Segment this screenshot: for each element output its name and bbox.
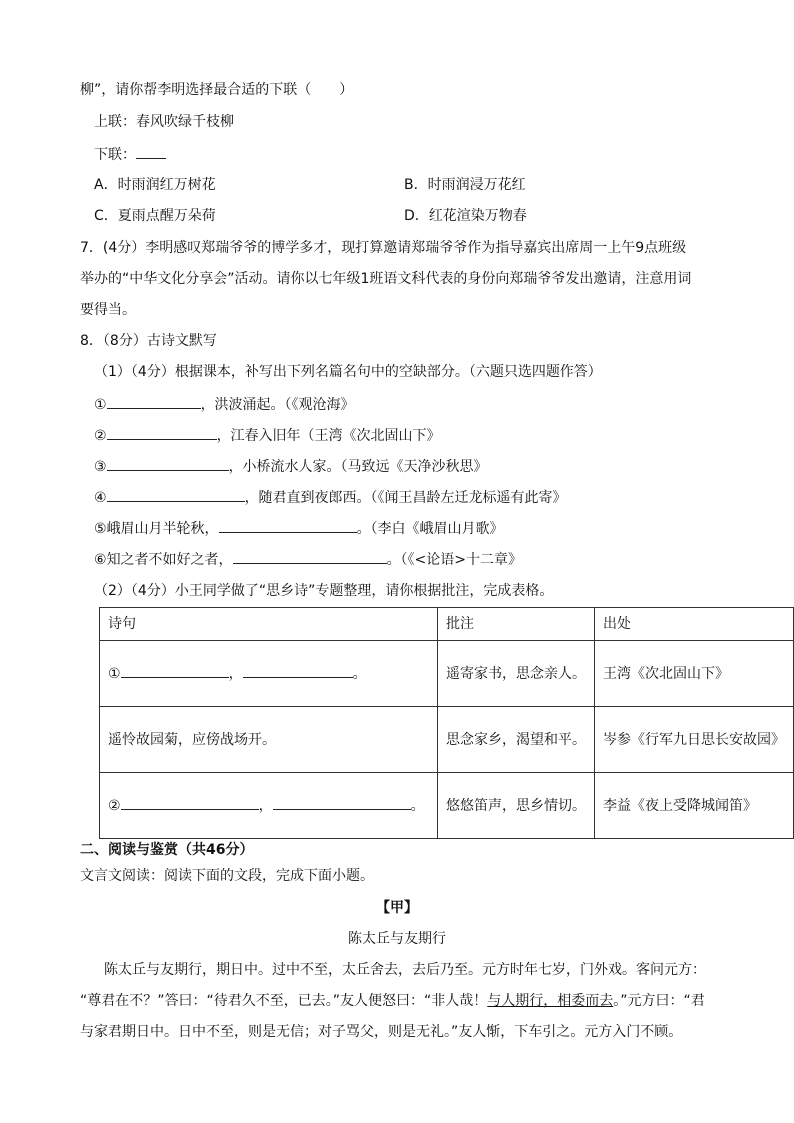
q7-line-1: 7．(4分）李明感叹郑瑞爷爷的博学多才，现打算邀请郑瑞爷爷作为指导嘉宾出席周一上午9点班级 (80, 240, 687, 256)
passage-line-3: 与家君期日中。日中不至，则是无信；对子骂父，则是无礼。”友人惭，下车引之。元方入门不顾。 (80, 1024, 683, 1040)
item-text: 。（李白《峨眉山月歌》 (356, 521, 504, 537)
q8-title: 8．（8分）古诗文默写 (80, 333, 217, 349)
table-row (100, 707, 794, 773)
passage-text: 。”元方曰：“君 (613, 993, 705, 1009)
item-number: ① (94, 397, 107, 413)
item-text: ，江春入旧年（王湾《次北固山下》 (216, 428, 441, 444)
annotation-cell: 思念家乡，渴望和平。 (438, 707, 595, 773)
source-cell: 岑参《行军九日思长安故园》 (595, 707, 794, 773)
q8-item-4 (94, 487, 567, 508)
table-row (100, 773, 794, 839)
header-annotation: 批注 (438, 608, 595, 641)
q6-intro: 柳”，请你帮李明选择最合适的下联（ ） (80, 82, 354, 98)
q6-answer-blank[interactable] (136, 144, 166, 159)
passage-line-1: 陈太丘与友期行，期日中。过中不至，太丘舍去，去后乃至。元方时年七岁，门外戏。客问元方： (104, 962, 706, 978)
q8-item-2 (94, 425, 441, 446)
q6-lower-couplet (94, 144, 166, 165)
fill-blank[interactable] (219, 518, 357, 533)
section-title: 二、阅读与鉴赏（共46分） (80, 842, 254, 858)
source-cell: 李益《夜上受降城闻笛》 (595, 773, 794, 839)
header-source: 出处 (595, 608, 794, 641)
q6-option-b: B．时雨润浸万花红 (404, 177, 526, 193)
underlined-phrase: 与人期行，相委而去 (487, 993, 614, 1009)
table-header-row (100, 608, 794, 641)
item-prefix: 知之者不如好之者， (106, 552, 233, 568)
q6-lower-label: 下联： (94, 147, 136, 163)
fill-blank[interactable] (121, 795, 259, 810)
comma: ， (228, 665, 243, 682)
q6-option-a: A．时雨润红万树花 (94, 177, 216, 193)
q8-sub1: （1）（4分）根据课本，补写出下列名篇名句中的空缺部分。（六题只选四题作答） (94, 364, 602, 380)
table-row (100, 641, 794, 707)
fill-blank[interactable] (121, 663, 229, 678)
item-number: ⑥ (94, 552, 107, 568)
q8-item-1 (94, 394, 355, 415)
q6-option-d: D．红花渲染万物春 (404, 208, 527, 224)
annotation-cell: 悠悠笛声，思乡情切。 (438, 773, 595, 839)
period: 。 (352, 665, 367, 682)
fill-blank[interactable] (107, 456, 229, 471)
row-number: ① (108, 665, 121, 682)
passage-line-2 (80, 991, 705, 1011)
passage-text: “尊君在不？”答曰：“待君久不至，已去。”友人便怒曰：“非人哉！ (80, 993, 488, 1009)
q8-item-6 (94, 549, 522, 570)
annotation-cell: 遥寄家书，思念亲人。 (438, 641, 595, 707)
q8-item-3 (94, 456, 488, 477)
q6-option-c: C．夏雨点醒万朵荷 (94, 208, 216, 224)
q7-line-3: 要得当。 (80, 302, 136, 318)
passage-title: 陈太丘与友期行 (348, 931, 446, 947)
fill-blank[interactable] (107, 394, 201, 409)
fill-blank[interactable] (107, 425, 217, 440)
poem-lines-cell: 遥怜故园菊，应傍战场开。 (100, 707, 438, 773)
q7-line-2: 举办的“中华文化分享会”活动。请你以七年级1班语文科代表的身份向郑瑞爷爷发出邀请，注意用词 (80, 271, 692, 287)
period: 。 (410, 797, 425, 814)
item-text: ，随君直到夜郎西。（《闻王昌龄左迁龙标遥有此寄》 (244, 490, 567, 506)
fill-blank[interactable] (107, 487, 245, 502)
item-text: ，小桥流水人家。（马致远《天净沙秋思》 (228, 459, 488, 475)
header-poem-lines: 诗句 (100, 608, 438, 641)
row-number: ② (108, 797, 121, 814)
poem-lines-cell (100, 773, 438, 839)
item-number: ⑤ (94, 521, 107, 537)
item-number: ④ (94, 490, 107, 506)
fill-blank[interactable] (233, 549, 387, 564)
homesick-poems-table (99, 607, 794, 839)
item-number: ② (94, 428, 107, 444)
q8-item-5 (94, 518, 504, 539)
q6-upper-couplet: 上联：春风吹绿千枝柳 (94, 114, 234, 130)
section-instruction: 文言文阅读：阅读下面的文段，完成下面小题。 (80, 868, 374, 884)
q8-sub2: （2）（4分）小王同学做了“思乡诗”专题整理，请你根据批注，完成表格。 (94, 583, 554, 599)
comma: ， (258, 797, 273, 814)
item-prefix: 峨眉山月半轮秋， (106, 521, 219, 537)
fill-blank[interactable] (243, 663, 353, 678)
poem-lines-cell (100, 641, 438, 707)
item-text: ，洪波涌起。（《观沧海》 (200, 397, 355, 413)
item-text: 。（《<论语>十二章》 (386, 552, 523, 568)
item-number: ③ (94, 459, 107, 475)
passage-label: 【甲】 (376, 900, 418, 916)
fill-blank[interactable] (273, 795, 411, 810)
source-cell: 王湾《次北固山下》 (595, 641, 794, 707)
